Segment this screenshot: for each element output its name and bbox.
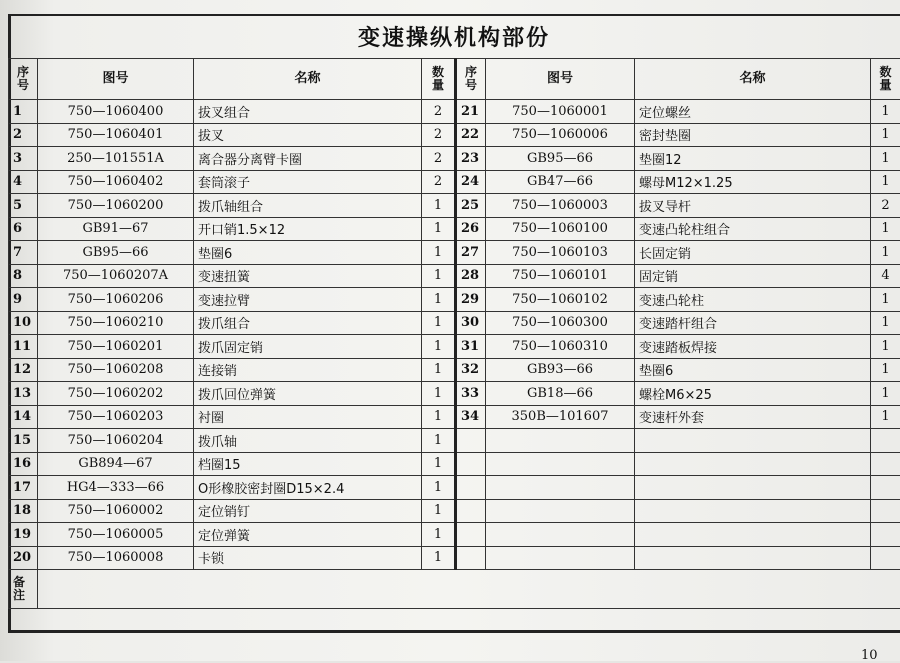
header-qty: 数 量 — [422, 59, 456, 100]
cell-name: 连接销 — [194, 358, 422, 382]
cell-no: 11 — [9, 335, 38, 359]
cell-qty: 1 — [871, 147, 900, 171]
cell-name: 螺栓M6×25 — [635, 382, 871, 406]
cell-qty — [871, 476, 900, 500]
cell-no: 2 — [9, 123, 38, 147]
table-row — [9, 241, 900, 265]
cell-name — [635, 546, 871, 570]
cell-qty: 1 — [871, 170, 900, 194]
cell-qty: 2 — [422, 170, 456, 194]
cell-name: 变速踏板焊接 — [635, 335, 871, 359]
cell-qty: 1 — [422, 429, 456, 453]
cell-no: 29 — [456, 288, 486, 312]
cell-qty: 2 — [871, 194, 900, 218]
cell-qty: 1 — [871, 335, 900, 359]
cell-code: 750—1060006 — [486, 123, 635, 147]
cell-no: 16 — [9, 452, 38, 476]
header-row — [9, 59, 900, 100]
cell-name: 变速凸轮柱组合 — [635, 217, 871, 241]
cell-code: 750—1060202 — [38, 382, 194, 406]
cell-code: 750—1060401 — [38, 123, 194, 147]
cell-name: 螺母M12×1.25 — [635, 170, 871, 194]
cell-qty: 1 — [422, 241, 456, 265]
cell-no: 12 — [9, 358, 38, 382]
cell-name: 拨爪组合 — [194, 311, 422, 335]
cell-code: 750—1060001 — [486, 100, 635, 124]
cell-name: 密封垫圈 — [635, 123, 871, 147]
cell-name: 垫圈6 — [635, 358, 871, 382]
header-qty: 数 量 — [871, 59, 900, 100]
table-row — [9, 217, 900, 241]
table-row — [9, 311, 900, 335]
cell-qty: 1 — [422, 546, 456, 570]
cell-name: 固定销 — [635, 264, 871, 288]
cell-no: 32 — [456, 358, 486, 382]
cell-no — [456, 452, 486, 476]
cell-no: 6 — [9, 217, 38, 241]
cell-code: 750—1060200 — [38, 194, 194, 218]
cell-qty: 1 — [422, 335, 456, 359]
table-row — [9, 546, 900, 570]
cell-code: 750—1060002 — [38, 499, 194, 523]
cell-code: GB95—66 — [486, 147, 635, 171]
cell-code: HG4—333—66 — [38, 476, 194, 500]
header-name: 名称 — [194, 59, 422, 100]
cell-no: 21 — [456, 100, 486, 124]
cell-no: 10 — [9, 311, 38, 335]
cell-name — [635, 452, 871, 476]
cell-no: 7 — [9, 241, 38, 265]
cell-qty: 1 — [871, 123, 900, 147]
cell-no: 22 — [456, 123, 486, 147]
cell-name: 变速扭簧 — [194, 264, 422, 288]
cell-no: 14 — [9, 405, 38, 429]
cell-no: 19 — [9, 523, 38, 547]
cell-code: GB18—66 — [486, 382, 635, 406]
cell-code: GB894—67 — [38, 452, 194, 476]
cell-qty: 2 — [422, 100, 456, 124]
table-row — [9, 358, 900, 382]
page-title: 变速操纵机构部份 — [8, 14, 900, 58]
cell-no: 1 — [9, 100, 38, 124]
cell-no: 31 — [456, 335, 486, 359]
cell-code: 750—1060210 — [38, 311, 194, 335]
table-row — [9, 194, 900, 218]
cell-name: 档圈15 — [194, 452, 422, 476]
cell-code — [486, 452, 635, 476]
cell-name: 垫圈6 — [194, 241, 422, 265]
cell-qty: 1 — [871, 311, 900, 335]
table-row — [9, 264, 900, 288]
cell-qty: 1 — [422, 452, 456, 476]
cell-code: 350B—101607 — [486, 405, 635, 429]
table-row — [9, 452, 900, 476]
cell-name — [635, 499, 871, 523]
remark-row — [9, 570, 900, 609]
table-row — [9, 429, 900, 453]
table-row — [9, 288, 900, 312]
cell-name: 垫圈12 — [635, 147, 871, 171]
cell-code: 750—1060003 — [486, 194, 635, 218]
cell-qty: 1 — [422, 264, 456, 288]
remark-content — [38, 570, 900, 609]
cell-code: 750—1060100 — [486, 217, 635, 241]
cell-name: 离合器分离臂卡圈 — [194, 147, 422, 171]
cell-code: 750—1060300 — [486, 311, 635, 335]
cell-code: 750—1060206 — [38, 288, 194, 312]
cell-qty — [871, 452, 900, 476]
cell-no — [456, 499, 486, 523]
cell-name: 定位销钉 — [194, 499, 422, 523]
cell-no: 25 — [456, 194, 486, 218]
cell-qty: 1 — [422, 523, 456, 547]
cell-code: 750—1060103 — [486, 241, 635, 265]
cell-name: 衬圈 — [194, 405, 422, 429]
cell-name: O形橡胶密封圈D15×2.4 — [194, 476, 422, 500]
cell-name: 长固定销 — [635, 241, 871, 265]
cell-qty: 1 — [871, 358, 900, 382]
table-row — [9, 523, 900, 547]
table-row — [9, 100, 900, 124]
cell-code: GB91—67 — [38, 217, 194, 241]
cell-code: 750—1060102 — [486, 288, 635, 312]
cell-name: 定位弹簧 — [194, 523, 422, 547]
cell-qty: 1 — [422, 405, 456, 429]
cell-code: 750—1060005 — [38, 523, 194, 547]
cell-code: 750—1060207A — [38, 264, 194, 288]
cell-no: 9 — [9, 288, 38, 312]
cell-code: 750—1060008 — [38, 546, 194, 570]
cell-code: 750—1060400 — [38, 100, 194, 124]
cell-qty: 1 — [871, 405, 900, 429]
cell-name: 卡锁 — [194, 546, 422, 570]
cell-qty — [871, 523, 900, 547]
cell-code — [486, 523, 635, 547]
cell-qty: 1 — [871, 217, 900, 241]
cell-qty: 1 — [422, 288, 456, 312]
cell-code: GB95—66 — [38, 241, 194, 265]
cell-name: 定位螺丝 — [635, 100, 871, 124]
cell-qty: 1 — [422, 311, 456, 335]
table-row — [9, 335, 900, 359]
table-row — [9, 170, 900, 194]
cell-name: 拔叉导杆 — [635, 194, 871, 218]
table-row — [9, 147, 900, 171]
cell-no: 5 — [9, 194, 38, 218]
cell-no: 33 — [456, 382, 486, 406]
cell-no: 28 — [456, 264, 486, 288]
table-row — [9, 123, 900, 147]
header-code: 图号 — [486, 59, 635, 100]
cell-qty: 1 — [871, 288, 900, 312]
cell-no: 23 — [456, 147, 486, 171]
cell-no: 18 — [9, 499, 38, 523]
cell-qty: 1 — [422, 358, 456, 382]
cell-no: 30 — [456, 311, 486, 335]
cell-code: 750—1060208 — [38, 358, 194, 382]
header-no: 序 号 — [456, 59, 486, 100]
cell-no: 3 — [9, 147, 38, 171]
cell-qty: 4 — [871, 264, 900, 288]
cell-code — [486, 429, 635, 453]
page-number: 10 — [861, 648, 878, 663]
cell-no: 13 — [9, 382, 38, 406]
cell-name: 拨爪固定销 — [194, 335, 422, 359]
cell-code — [486, 499, 635, 523]
cell-name: 套筒滚子 — [194, 170, 422, 194]
header-no: 序 号 — [9, 59, 38, 100]
cell-no: 17 — [9, 476, 38, 500]
cell-name: 拨爪轴组合 — [194, 194, 422, 218]
cell-code: 750—1060101 — [486, 264, 635, 288]
cell-qty: 2 — [422, 147, 456, 171]
remark-label: 备 注 — [9, 570, 38, 609]
cell-qty: 1 — [422, 382, 456, 406]
table-row — [9, 499, 900, 523]
cell-no — [456, 546, 486, 570]
cell-no — [456, 523, 486, 547]
cell-no: 24 — [456, 170, 486, 194]
cell-name — [635, 429, 871, 453]
table-row — [9, 476, 900, 500]
cell-qty: 1 — [422, 194, 456, 218]
cell-qty — [871, 546, 900, 570]
cell-name: 变速踏杆组合 — [635, 311, 871, 335]
cell-name: 变速杆外套 — [635, 405, 871, 429]
cell-qty: 1 — [422, 217, 456, 241]
cell-name: 开口销1.5×12 — [194, 217, 422, 241]
parts-table — [8, 58, 900, 609]
cell-name: 拨爪回位弹簧 — [194, 382, 422, 406]
cell-no — [456, 476, 486, 500]
cell-qty — [871, 429, 900, 453]
cell-no: 8 — [9, 264, 38, 288]
cell-qty: 1 — [422, 476, 456, 500]
cell-qty: 1 — [422, 499, 456, 523]
cell-name — [635, 523, 871, 547]
cell-no: 4 — [9, 170, 38, 194]
cell-code — [486, 476, 635, 500]
cell-name — [635, 476, 871, 500]
cell-qty: 1 — [871, 382, 900, 406]
cell-code: GB47—66 — [486, 170, 635, 194]
cell-code: 250—101551A — [38, 147, 194, 171]
cell-name: 变速拉臂 — [194, 288, 422, 312]
cell-qty — [871, 499, 900, 523]
cell-code: 750—1060201 — [38, 335, 194, 359]
cell-qty: 1 — [871, 100, 900, 124]
cell-name: 拔叉 — [194, 123, 422, 147]
cell-no: 27 — [456, 241, 486, 265]
cell-code: 750—1060402 — [38, 170, 194, 194]
cell-code: 750—1060204 — [38, 429, 194, 453]
table-row — [9, 405, 900, 429]
cell-no: 15 — [9, 429, 38, 453]
cell-qty: 2 — [422, 123, 456, 147]
cell-code — [486, 546, 635, 570]
cell-name: 拨爪轴 — [194, 429, 422, 453]
cell-code: GB93—66 — [486, 358, 635, 382]
cell-no: 26 — [456, 217, 486, 241]
cell-no: 20 — [9, 546, 38, 570]
header-code: 图号 — [38, 59, 194, 100]
cell-qty: 1 — [871, 241, 900, 265]
table-row — [9, 382, 900, 406]
header-name: 名称 — [635, 59, 871, 100]
cell-code: 750—1060203 — [38, 405, 194, 429]
cell-name: 拔叉组合 — [194, 100, 422, 124]
cell-no — [456, 429, 486, 453]
cell-name: 变速凸轮柱 — [635, 288, 871, 312]
cell-no: 34 — [456, 405, 486, 429]
cell-code: 750—1060310 — [486, 335, 635, 359]
